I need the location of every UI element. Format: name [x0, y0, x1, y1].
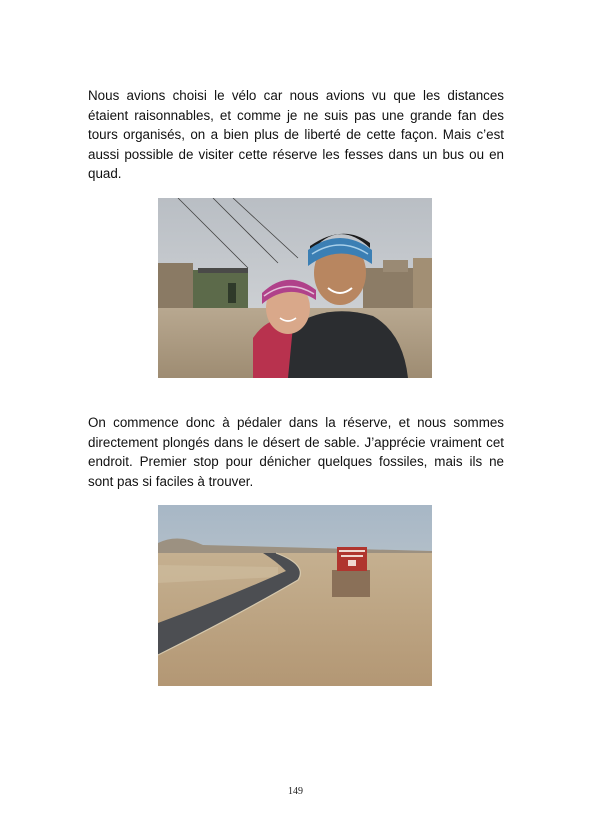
page-number: 149: [288, 786, 303, 797]
paragraph-1: Nous avions choisi le vélo car nous avions vu que les distances étaient raisonnables, et comme je ne suis pas une grande fan des tours organisés, on a bien plus de liberté de cette façon. Mais c’est aussi possible de visiter cette réserve les fesses dans un bus ou en quad.: [88, 88, 504, 181]
desert-road-photo: [158, 505, 432, 686]
selfie-photo: [158, 198, 432, 378]
paragraph-2: On commence donc à pédaler dans la réserve, et nous sommes directement plongés dans le désert de sable. J’apprécie vraiment cet endroit. Premier stop pour dénicher quelques fossiles, mais ils ne sont pas si faciles à trouver.: [88, 415, 504, 489]
